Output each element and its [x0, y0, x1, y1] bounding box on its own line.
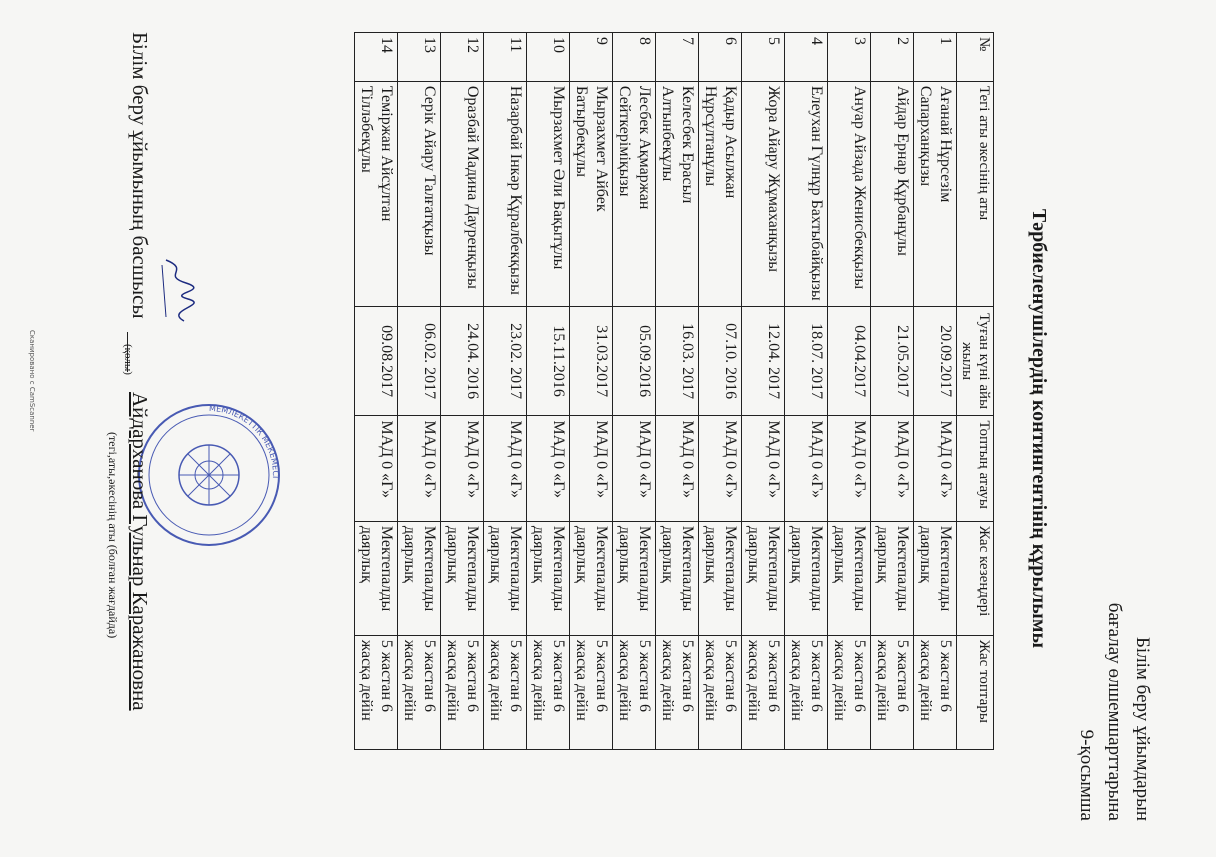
cell-age-group: 5 жастан 6 жасқа дейін [570, 635, 613, 749]
handwritten-signature [156, 255, 196, 325]
table-row [785, 33, 828, 750]
cell-num: 3 [828, 33, 871, 82]
cell-group: МАД 0 «Г» [398, 416, 441, 521]
cell-age-period: Мектепалды даярлық [742, 521, 785, 635]
cell-dob: 21.05.2017 [871, 306, 914, 416]
cell-num: 7 [656, 33, 699, 82]
cell-dob: 15.11.2016 [527, 306, 570, 416]
cell-dob: 07.10. 2016 [699, 306, 742, 416]
signature-block [106, 32, 152, 792]
cell-dob: 31.03.2017 [570, 306, 613, 416]
cell-num: 1 [914, 33, 957, 82]
cell-name: Лесбек Ақмаржан Сейткеріміқызы [613, 81, 656, 306]
cell-age-group: 5 жастан 6 жасқа дейін [656, 635, 699, 749]
cell-group: МАД 0 «Г» [656, 416, 699, 521]
scanner-watermark: Сканировано с CamScanner [28, 330, 36, 432]
header-group: Топтың атауы [957, 416, 994, 521]
cell-name: Ағанай Нұрсезім Сапарханқызы [914, 81, 957, 306]
header-name: Тегі аты әкесінің аты [957, 81, 994, 306]
cell-age-period: Мектепалды даярлық [785, 521, 828, 635]
cell-name: Жора Айару Жұмаханқызы [742, 81, 785, 306]
cell-age-period: Мектепалды даярлық [871, 521, 914, 635]
cell-dob: 23.02. 2017 [484, 306, 527, 416]
table-row [570, 33, 613, 750]
cell-num: 9 [570, 33, 613, 82]
cell-group: МАД 0 «Г» [613, 416, 656, 521]
table-row [871, 33, 914, 750]
cell-age-group: 5 жастан 6 жасқа дейін [742, 635, 785, 749]
appendix-line-3: 9-қосымша [1076, 729, 1097, 821]
official-seal [134, 400, 284, 550]
table-row [398, 33, 441, 750]
cell-age-group: 5 жастан 6 жасқа дейін [699, 635, 742, 749]
cell-age-group: 5 жастан 6 жасқа дейін [785, 635, 828, 749]
cell-age-period: Мектепалды даярлық [527, 521, 570, 635]
table-row [656, 33, 699, 750]
cell-dob: 16.03. 2017 [656, 306, 699, 416]
cell-age-period: Мектепалды даярлық [484, 521, 527, 635]
cell-group: МАД 0 «Г» [527, 416, 570, 521]
table-row [441, 33, 484, 750]
cell-dob: 04.04.2017 [828, 306, 871, 416]
cell-group: МАД 0 «Г» [871, 416, 914, 521]
cell-age-period: Мектепалды даярлық [570, 521, 613, 635]
cell-age-period: Мектепалды даярлық [828, 521, 871, 635]
cell-age-group: 5 жастан 6 жасқа дейін [398, 635, 441, 749]
cell-num: 13 [398, 33, 441, 82]
table-body [355, 33, 957, 750]
cell-group: МАД 0 «Г» [914, 416, 957, 521]
table-row [355, 33, 398, 750]
cell-group: МАД 0 «Г» [699, 416, 742, 521]
cell-name: Оразбай Мадина Дауренқызы [441, 81, 484, 306]
cell-name: Айдар Ернар Құрбанұлы [871, 81, 914, 306]
cell-num: 11 [484, 33, 527, 82]
cell-age-group: 5 жастан 6 жасқа дейін [828, 635, 871, 749]
seal-text: МЕМЛЕКЕТТІК МЕКЕМЕСІ [208, 403, 281, 479]
document-title: Тәрбиеленушілердің контингентінің құрылымы [1028, 208, 1050, 649]
table-row [914, 33, 957, 750]
cell-group: МАД 0 «Г» [742, 416, 785, 521]
cell-name: Теміржан Айсұлтан Тілләбекұлы [355, 81, 398, 306]
cell-dob: 20.09.2017 [914, 306, 957, 416]
cell-age-period: Мектепалды даярлық [613, 521, 656, 635]
table-row [742, 33, 785, 750]
cell-age-period: Мектепалды даярлық [699, 521, 742, 635]
cell-name: Мырзахмет Әли Бақытұлы [527, 81, 570, 306]
cell-name: Ануар Айзада Женисбекқызы [828, 81, 871, 306]
cell-name: Келесбек Ерасыл Алтынбекұлы [656, 81, 699, 306]
cell-num: 8 [613, 33, 656, 82]
cell-age-period: Мектепалды даярлық [656, 521, 699, 635]
header-num: № [957, 33, 994, 82]
appendix-line-1: Білім беру ұйымдарын [1132, 636, 1153, 821]
cell-dob: 12.04. 2017 [742, 306, 785, 416]
cell-age-period: Мектепалды даярлық [355, 521, 398, 635]
cell-age-group: 5 жастан 6 жасқа дейін [613, 635, 656, 749]
contingent-table [354, 32, 994, 750]
cell-dob: 18.07. 2017 [785, 306, 828, 416]
cell-group: МАД 0 «Г» [355, 416, 398, 521]
cell-age-group: 5 жастан 6 жасқа дейін [527, 635, 570, 749]
table-row [613, 33, 656, 750]
appendix-header [1072, 491, 1156, 821]
cell-group: МАД 0 «Г» [441, 416, 484, 521]
header-age-group: Жас топтары [957, 635, 994, 749]
cell-group: МАД 0 «Г» [785, 416, 828, 521]
cell-age-group: 5 жастан 6 жасқа дейін [871, 635, 914, 749]
cell-num: 12 [441, 33, 484, 82]
cell-age-period: Мектепалды даярлық [398, 521, 441, 635]
cell-dob: 05.09.2016 [613, 306, 656, 416]
cell-age-period: Мектепалды даярлық [441, 521, 484, 635]
cell-name: Елеухан Гүлнұр Бахтыбайқызы [785, 81, 828, 306]
cell-group: МАД 0 «Г» [570, 416, 613, 521]
cell-group: МАД 0 «Г» [484, 416, 527, 521]
cell-dob: 24.04. 2016 [441, 306, 484, 416]
cell-name: Серік Айару Талғатқызы [398, 81, 441, 306]
header-dob: Туған күні айы жылы [957, 306, 994, 416]
head-name: Айдарханова Гульнар Каражановна [128, 392, 152, 711]
cell-num: 6 [699, 33, 742, 82]
cell-dob: 06.02. 2017 [398, 306, 441, 416]
cell-num: 4 [785, 33, 828, 82]
head-name-caption: (тегі,аты,әкесінің аты (болған жағдайда) [106, 432, 120, 639]
head-of-organization-label: Білім беру ұйымының басшысы [128, 32, 152, 319]
cell-num: 10 [527, 33, 570, 82]
cell-name: Мырзахмет Айбек Батырбекұлы [570, 81, 613, 306]
cell-name: Назарбай Інкәр Құралбекқызы [484, 81, 527, 306]
cell-group: МАД 0 «Г» [828, 416, 871, 521]
cell-age-group: 5 жастан 6 жасқа дейін [441, 635, 484, 749]
table-row [527, 33, 570, 750]
cell-num: 14 [355, 33, 398, 82]
cell-num: 2 [871, 33, 914, 82]
signature-line-caption: (қолы) [122, 344, 134, 375]
appendix-line-2: бағалау өлшемшарттарына [1104, 602, 1125, 821]
table-row [699, 33, 742, 750]
cell-age-group: 5 жастан 6 жасқа дейін [484, 635, 527, 749]
cell-age-period: Мектепалды даярлық [914, 521, 957, 635]
table-header-row [957, 33, 994, 750]
cell-dob: 09.08.2017 [355, 306, 398, 416]
cell-age-group: 5 жастан 6 жасқа дейін [355, 635, 398, 749]
cell-num: 5 [742, 33, 785, 82]
table-row [828, 33, 871, 750]
cell-name: Қадыр Асылжан Нұрсұлтанұлы [699, 81, 742, 306]
table-row [484, 33, 527, 750]
cell-age-group: 5 жастан 6 жасқа дейін [914, 635, 957, 749]
header-age-period: Жас кезеңдері [957, 521, 994, 635]
